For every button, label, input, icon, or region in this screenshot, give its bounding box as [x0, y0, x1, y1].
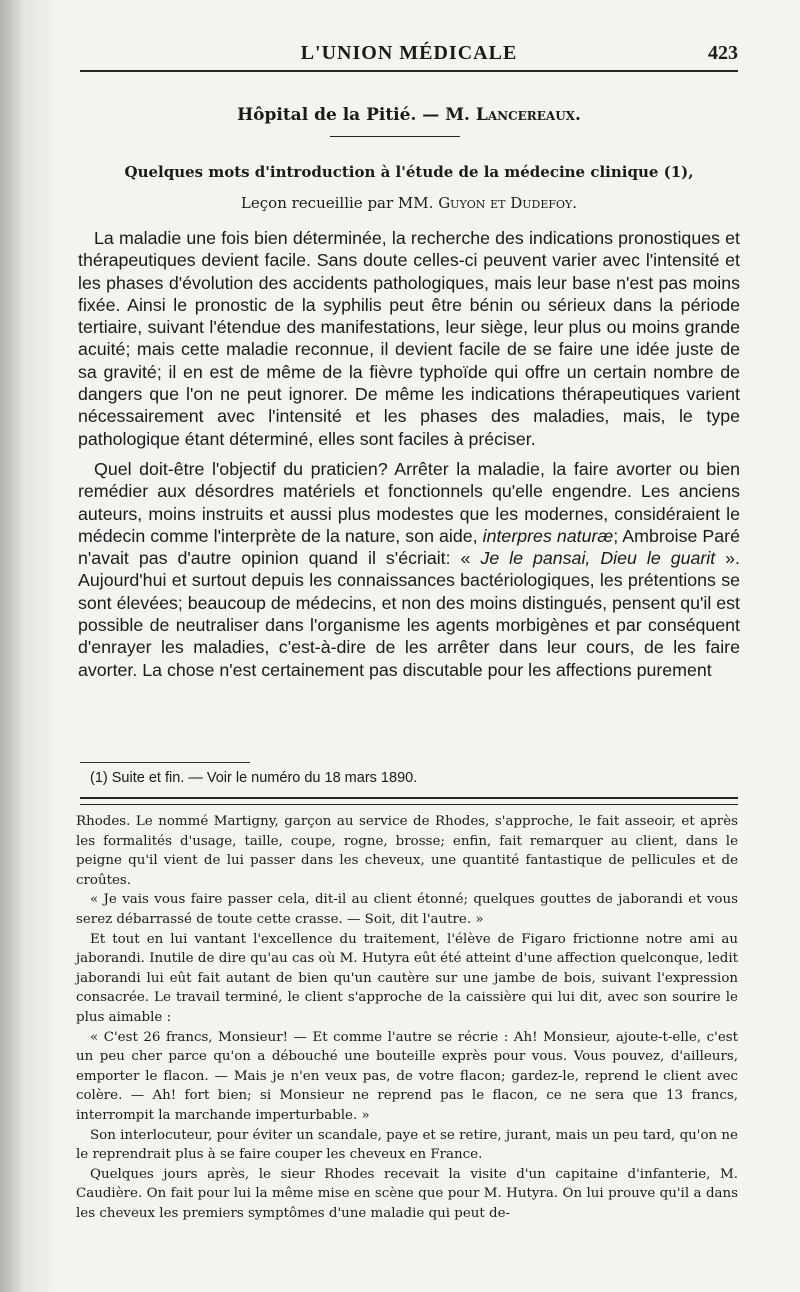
- article-paragraph-1: La maladie une fois bien déterminée, la recherche des indications pronostiques et thérapeutiques devient facile. Sans doute celles-ci peuvent varier avec l'intensité et les phases d'évolution des accidents pathologiques, mais leur base n'est pas moins fixée. Ainsi le pronostic de la syphilis peut être bénin ou sérieux dans la période tertiaire, suivant l'étendue des manifestations, leur siège, leur plus ou moins grande acuité; mais cette maladie reconnue, il devient facile de se faire une idée juste de sa gravité; il en est de même de la fièvre typhoïde qui offre un certain nombre de dangers que l'on ne peut ignorer. De même les indications thérapeutiques varient nécessairement avec l'intensité et les phases des maladies, mais, le type pathologique étant déterminé, elles sont faciles à préciser.: [78, 228, 740, 449]
- page-number: 423: [708, 42, 738, 64]
- feuilleton-paragraph: Et tout en lui vantant l'excellence du traitement, l'élève de Figaro frictionne notre ami au jaborandi. Inutile de dire qu'au cas où M. Hutyra eût été atteint d'une affection quelconque, ledit jaborandi lui eût fait autant de bien qu'un cautère sur une jambe de bois, suivant l'expression consacrée. Le travail terminé, le client s'approche de la caissière qui lui dit, avec son sourire le plus aimable :: [76, 931, 738, 1025]
- pare-quote: Je le pansai, Dieu le guarit: [480, 548, 716, 569]
- footnote: (1) Suite et fin. — Voir le numéro du 18 mars 1890.: [90, 770, 418, 786]
- feuilleton-paragraph: Son interlocuteur, pour éviter un scandale, paye et se retire, jurant, mais un peu tard, qu'on ne le reprendrait plus à se faire couper les cheveux en France.: [76, 1127, 738, 1163]
- feuilleton-paragraph: « C'est 26 francs, Monsieur! — Et comme l'autre se récrie : Ah! Monsieur, ajoute-t-elle, c'est un peu cher parce qu'on a débouché une bouteille exprès pour vous. Vous pouvez, d'ailleurs, emporter le flacon. — Mais je n'en veux pas, de votre flacon; gardez-le, reprend le client avec colère. — Ah! fort bien; si Monsieur ne reprend pas le flacon, ce ne sera que 13 francs, interrompit la marchande imperturbable. »: [76, 1029, 738, 1123]
- article-paragraph-2: [78, 458, 740, 681]
- para2-part-b: ; Ambroise Paré n'avait pas d'autre opinion quand il s'écriait: «: [78, 525, 740, 569]
- running-header: [80, 40, 738, 72]
- hospital-name: Hôpital de la Pitié. — M.: [237, 105, 476, 125]
- lecture-title: Quelques mots d'introduction à l'étude de la médecine clinique (1),: [124, 163, 694, 181]
- binding-shadow: [0, 0, 60, 1292]
- feuilleton-paragraph: « Je vais vous faire passer cela, dit-il au client étonné; quelques gouttes de jaborandi et vous serez débarrassé de toute cette crasse. — Soit, dit l'autre. »: [76, 892, 738, 927]
- para2-part-c: ». Aujourd'hui et surtout depuis les connaissances bactériologiques, les prétentions se sont élevées; beaucoup de médecins, et non des moins distingués, pensent qu'il est possible de neutraliser dans l'organisme les agents morbigènes et par conséquent d'enrayer les maladies, c'est-à-dire de les arrêter dans leur cours, de les faire avorter. La chose n'est certainement pas discutable pour les affections purement: [78, 548, 740, 680]
- feuilleton-paragraph: Rhodes. Le nommé Martigny, garçon au service de Rhodes, s'approche, le fait asseoir, et après les formalités d'usage, taille, coupe, rogne, brosse; enfin, fait remarquer au client, dans le peigne qu'il vient de lui passer dans les cheveux, une quantité fantastique de pellicules et de croûtes.: [76, 814, 738, 888]
- credit-prefix: Leçon recueillie par MM.: [240, 194, 439, 212]
- feuilleton-paragraph: Quelques jours après, le sieur Rhodes recevait la visite d'un capitaine d'infanterie, M. Caudière. On fait pour lui la même mise en scène que pour M. Hutyra. On lui prouve qu'il a dans les cheveux les premiers symptômes d'une maladie qui peut de-: [76, 1166, 738, 1221]
- credit-names: Guyon et Dudefoy.: [438, 194, 578, 212]
- heading-rule: [330, 136, 460, 137]
- feuilleton-column: [76, 812, 738, 1223]
- footnote-rule: [80, 762, 250, 763]
- feuilleton-separator: [80, 797, 738, 805]
- latin-phrase: interpres naturæ: [482, 525, 614, 546]
- hospital-heading: [80, 105, 738, 125]
- article-body: [78, 227, 740, 681]
- running-title: L'UNION MÉDICALE: [300, 42, 518, 64]
- para2-part-a: Quel doit-être l'objectif du praticien? Arrêter la maladie, la faire avorter ou bien remédier aux désordres matériels et fonctionnels qu'elle engendre. Les anciens auteurs, moins instruits et aussi plus modestes que les modernes, considéraient le médecin comme l'interprète de la nature, son aide,: [78, 458, 740, 546]
- professor-name: Lancereaux.: [475, 105, 581, 125]
- lecture-credit: [80, 194, 738, 212]
